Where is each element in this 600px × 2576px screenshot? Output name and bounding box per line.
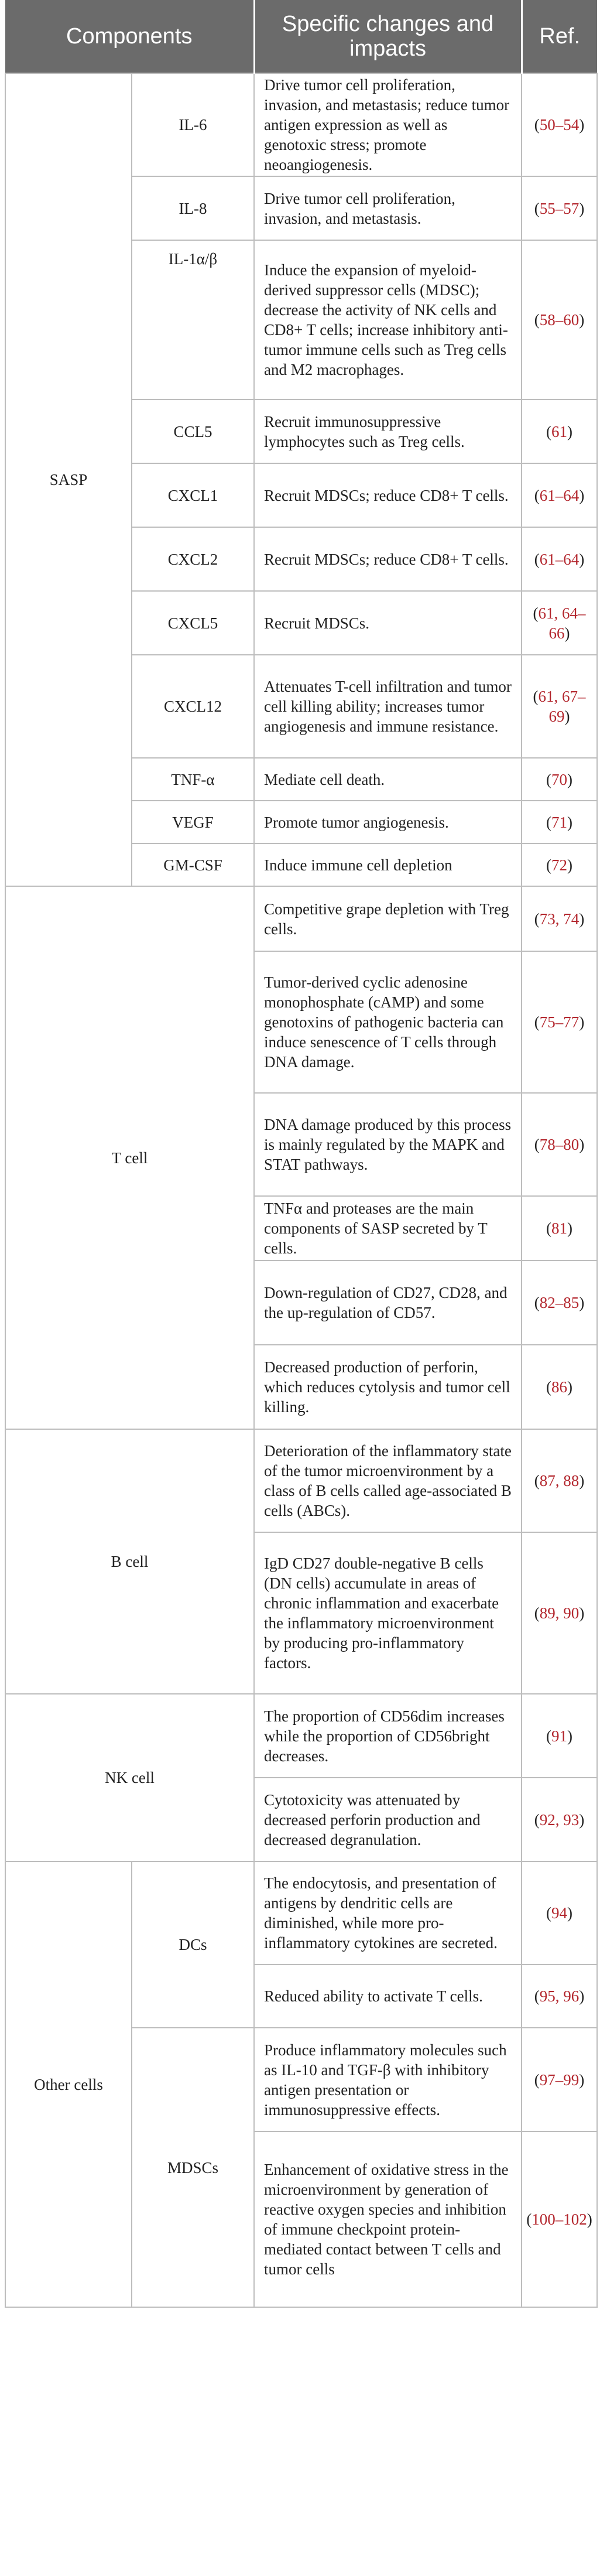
ref-link[interactable]: 100–102 bbox=[532, 2211, 587, 2228]
sub-ccl5: CCL5 bbox=[132, 399, 254, 463]
ref-cell: (73, 74) bbox=[522, 886, 597, 951]
desc-cell: DNA damage produced by this process is mainly regulated by the MAPK and STAT pathways. bbox=[254, 1093, 522, 1196]
ref-link[interactable]: 73, 74 bbox=[539, 910, 580, 928]
ref-link[interactable]: 61 bbox=[551, 422, 567, 440]
ref-cell: (86) bbox=[522, 1345, 597, 1429]
ref-link[interactable]: 58–60 bbox=[539, 311, 580, 329]
header-specific-changes: Specific changes and impacts bbox=[254, 0, 522, 73]
header-components: Components bbox=[5, 0, 254, 73]
ref-cell: (75–77) bbox=[522, 951, 597, 1093]
table-row bbox=[5, 73, 597, 176]
sub-vegf: VEGF bbox=[132, 801, 254, 843]
desc-cell: Recruit MDSCs; reduce CD8+ T cells. bbox=[254, 463, 522, 527]
desc-cell: Induce immune cell depletion bbox=[254, 843, 522, 886]
ref-cell: (61–64) bbox=[522, 527, 597, 591]
group-other-cells: Other cells bbox=[5, 1861, 132, 2307]
sub-tnf: TNF-α bbox=[132, 758, 254, 801]
sub-cxcl2: CXCL2 bbox=[132, 527, 254, 591]
components-table bbox=[5, 0, 598, 2308]
sub-cxcl1: CXCL1 bbox=[132, 463, 254, 527]
sub-cxcl12: CXCL12 bbox=[132, 655, 254, 758]
ref-cell: (72) bbox=[522, 843, 597, 886]
desc-cell: Competitive grape depletion with Treg cells. bbox=[254, 886, 522, 951]
ref-link[interactable]: 50–54 bbox=[539, 116, 580, 134]
ref-link[interactable]: 81 bbox=[551, 1219, 567, 1237]
table-row bbox=[5, 886, 597, 951]
desc-cell: Promote tumor angiogenesis. bbox=[254, 801, 522, 843]
ref-link[interactable]: 70 bbox=[551, 770, 567, 788]
table-row bbox=[5, 1694, 597, 1778]
ref-cell: (89, 90) bbox=[522, 1532, 597, 1694]
sub-il1: IL-1α/β bbox=[132, 240, 254, 399]
ref-link[interactable]: 86 bbox=[551, 1378, 567, 1396]
ref-cell: (87, 88) bbox=[522, 1429, 597, 1532]
sub-mdscs: MDSCs bbox=[132, 2028, 254, 2307]
desc-cell: Attenuates T-cell infiltration and tumor cell killing ability; increases tumor angiogenesis and immune resistance. bbox=[254, 655, 522, 758]
ref-cell: (61–64) bbox=[522, 463, 597, 527]
desc-cell: Decreased production of perforin, which reduces cytolysis and tumor cell killing. bbox=[254, 1345, 522, 1429]
desc-cell: Tumor-derived cyclic adenosine monophosphate (cAMP) and some genotoxins of pathogenic bacteria can induce senescence of T cells through DNA damage. bbox=[254, 951, 522, 1093]
desc-cell: Produce inflammatory molecules such as IL-10 and TGF-β with inhibitory antigen presentation or immunosuppressive effects. bbox=[254, 2028, 522, 2131]
ref-link[interactable]: 92, 93 bbox=[539, 1810, 580, 1829]
group-sasp: SASP bbox=[5, 73, 132, 886]
ref-cell: (61) bbox=[522, 399, 597, 463]
ref-cell: (81) bbox=[522, 1196, 597, 1260]
desc-cell: Recruit MDSCs. bbox=[254, 591, 522, 655]
desc-cell: Cytotoxicity was attenuated by decreased perforin production and decreased degranulation. bbox=[254, 1778, 522, 1861]
ref-cell: (94) bbox=[522, 1861, 597, 1965]
desc-cell: Deterioration of the inflammatory state of the tumor microenvironment by a class of B cells called age-associated B cells (ABCs). bbox=[254, 1429, 522, 1532]
ref-link[interactable]: 91 bbox=[551, 1727, 567, 1745]
ref-link[interactable]: 55–57 bbox=[539, 199, 580, 217]
ref-cell: (61, 67–69) bbox=[522, 655, 597, 758]
ref-cell: (100–102) bbox=[522, 2131, 597, 2307]
ref-cell: (97–99) bbox=[522, 2028, 597, 2131]
desc-cell: IgD CD27 double-negative B cells (DN cells) accumulate in areas of chronic inflammation and exacerbate the inflammatory microenvironment by producing pro-inflammatory factors. bbox=[254, 1532, 522, 1694]
ref-link[interactable]: 78–80 bbox=[539, 1136, 580, 1153]
desc-cell: The endocytosis, and presentation of antigens by dendritic cells are diminished, while more pro-inflammatory cytokines are secreted. bbox=[254, 1861, 522, 1965]
sub-cxcl5: CXCL5 bbox=[132, 591, 254, 655]
table-row bbox=[5, 1429, 597, 1532]
ref-cell: (71) bbox=[522, 801, 597, 843]
desc-cell: Reduced ability to activate T cells. bbox=[254, 1965, 522, 2028]
group-nk-cell: NK cell bbox=[5, 1694, 254, 1861]
header-ref: Ref. bbox=[522, 0, 597, 73]
ref-cell: (55–57) bbox=[522, 176, 597, 240]
sub-il8: IL-8 bbox=[132, 176, 254, 240]
sub-il6: IL-6 bbox=[132, 73, 254, 176]
desc-cell: Mediate cell death. bbox=[254, 758, 522, 801]
ref-link[interactable]: 61–64 bbox=[539, 550, 580, 568]
header-row bbox=[5, 0, 597, 73]
group-t-cell: T cell bbox=[5, 886, 254, 1429]
ref-cell: (91) bbox=[522, 1694, 597, 1778]
ref-link[interactable]: 71 bbox=[551, 813, 567, 831]
group-b-cell: B cell bbox=[5, 1429, 254, 1694]
ref-cell: (61, 64–66) bbox=[522, 591, 597, 655]
ref-link[interactable]: 87, 88 bbox=[539, 1472, 580, 1489]
ref-cell: (50–54) bbox=[522, 73, 597, 176]
ref-cell: (70) bbox=[522, 758, 597, 801]
desc-cell: Recruit immunosuppressive lymphocytes such as Treg cells. bbox=[254, 399, 522, 463]
ref-link[interactable]: 89, 90 bbox=[539, 1604, 580, 1622]
ref-cell: (95, 96) bbox=[522, 1965, 597, 2028]
ref-link[interactable]: 95, 96 bbox=[539, 1987, 580, 2005]
desc-cell: Down-regulation of CD27, CD28, and the up-regulation of CD57. bbox=[254, 1260, 522, 1345]
desc-cell: Induce the expansion of myeloid-derived suppressor cells (MDSC); decrease the activity of NK cells and CD8+ T cells; increase inhibitory anti-tumor immune cells such as Treg cells and M2 macrophages. bbox=[254, 240, 522, 399]
sub-gmcsf: GM-CSF bbox=[132, 843, 254, 886]
ref-cell: (58–60) bbox=[522, 240, 597, 399]
ref-link[interactable]: 94 bbox=[551, 1904, 567, 1922]
ref-link[interactable]: 61, 67–69 bbox=[538, 688, 586, 725]
desc-cell: TNFα and proteases are the main components of SASP secreted by T cells. bbox=[254, 1196, 522, 1260]
ref-cell: (78–80) bbox=[522, 1093, 597, 1196]
ref-link[interactable]: 72 bbox=[551, 856, 567, 874]
desc-cell: Drive tumor cell proliferation, invasion, and metastasis. bbox=[254, 176, 522, 240]
ref-link[interactable]: 61–64 bbox=[539, 486, 580, 504]
sub-dcs: DCs bbox=[132, 1861, 254, 2028]
desc-cell: Drive tumor cell proliferation, invasion, and metastasis; reduce tumor antigen expression as well as genotoxic stress; promote neoangiogenesis. bbox=[254, 73, 522, 176]
desc-cell: The proportion of CD56dim increases while the proportion of CD56bright decreases. bbox=[254, 1694, 522, 1778]
desc-cell: Recruit MDSCs; reduce CD8+ T cells. bbox=[254, 527, 522, 591]
ref-link[interactable]: 61, 64–66 bbox=[538, 604, 586, 642]
ref-link[interactable]: 97–99 bbox=[539, 2071, 580, 2089]
table-row bbox=[5, 1861, 597, 1965]
ref-cell: (92, 93) bbox=[522, 1778, 597, 1861]
ref-cell: (82–85) bbox=[522, 1260, 597, 1345]
ref-link[interactable]: 75–77 bbox=[539, 1013, 580, 1031]
ref-link[interactable]: 82–85 bbox=[539, 1294, 580, 1311]
desc-cell: Enhancement of oxidative stress in the microenvironment by generation of reactive oxygen species and inhibition of immune checkpoint protein-mediated contact between T cells and tumor cells bbox=[254, 2131, 522, 2307]
